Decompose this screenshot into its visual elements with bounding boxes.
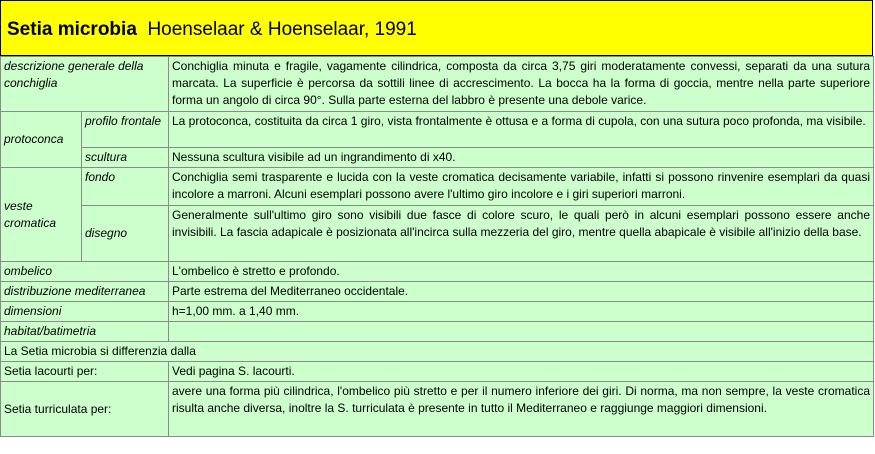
label-distribuzione: distribuzione mediterranea xyxy=(1,282,169,302)
page-title xyxy=(7,19,417,41)
label-scultura: scultura xyxy=(82,148,169,168)
table-row xyxy=(1,282,874,302)
table-row xyxy=(1,168,874,206)
table-row xyxy=(1,112,874,148)
table-row xyxy=(1,148,874,168)
table-row xyxy=(1,206,874,262)
label-disegno: disegno xyxy=(82,206,169,262)
value-ombelico: L'ombelico è stretto e profondo. xyxy=(169,262,874,282)
table-row xyxy=(1,57,874,112)
value-habitat xyxy=(169,322,874,342)
value-disegno: Generalmente sull'ultimo giro sono visibili due fasce di colore scuro, le quali però in alcuni esemplari possono essere anche invisibili. La fascia adapicale è posizionata all'incirca sulla mezzeria del giro, mentre quella abapicale è visibile all'inizio della base. xyxy=(169,206,874,262)
table-row xyxy=(1,262,874,282)
value-setia-turriculata: avere una forma più cilindrica, l'ombelico più stretto e per il numero inferiore dei giri. Di norma, ma non sempre, la veste cromatica risulta anche diversa, inoltre la S. turriculata è presente in tutto il Mediterraneo e raggiunge maggiori dimensioni. xyxy=(169,382,874,437)
label-descrizione: descrizione generale della conchiglia xyxy=(1,57,169,112)
value-distribuzione: Parte estrema del Mediterraneo occidentale. xyxy=(169,282,874,302)
value-setia-lacourti: Vedi pagina S. lacourti. xyxy=(169,362,874,382)
table-row xyxy=(1,302,874,322)
value-dimensioni: h=1,00 mm. a 1,40 mm. xyxy=(169,302,874,322)
label-setia-turriculata: Setia turriculata per: xyxy=(1,382,169,437)
table-row xyxy=(1,362,874,382)
label-veste-cromatica: veste cromatica xyxy=(1,168,82,262)
label-ombelico: ombelico xyxy=(1,262,169,282)
table-row xyxy=(1,322,874,342)
species-table xyxy=(0,56,874,437)
species-name: Setia microbia xyxy=(7,19,137,40)
label-fondo: fondo xyxy=(82,168,169,206)
label-profilo-frontale: profilo frontale xyxy=(82,112,169,148)
value-scultura: Nessuna scultura visibile ad un ingrandimento di x40. xyxy=(169,148,874,168)
label-dimensioni: dimensioni xyxy=(1,302,169,322)
species-author: Hoenselaar & Hoenselaar, 1991 xyxy=(147,19,417,40)
title-bar xyxy=(0,0,873,56)
value-fondo: Conchiglia semi trasparente e lucida con la veste cromatica decisamente variabile, infatti si possono rinvenire esemplari da quasi incolore a marroni. Alcuni esemplari possono avere l'ultimo giro incolore e i giri superiori marroni. xyxy=(169,168,874,206)
value-profilo-frontale: La protoconca, costituita da circa 1 giro, vista frontalmente è ottusa e a forma di cupola, con una sutura poco profonda, ma visibile. xyxy=(169,112,874,148)
differenzia-heading: La Setia microbia si differenzia dalla xyxy=(1,342,874,362)
table-row xyxy=(1,342,874,362)
value-descrizione: Conchiglia minuta e fragile, vagamente cilindrica, composta da circa 3,75 giri moderatamente convessi, separati da una sutura marcata. La superficie è percorsa da sottili linee di accrescimento. La bocca ha la forma di goccia, mentre nella parte superiore forma un angolo di circa 90°. Sulla parte esterna del labbro è presente una debole varice. xyxy=(169,57,874,112)
label-protoconca: protoconca xyxy=(1,112,82,168)
label-habitat: habitat/batimetria xyxy=(1,322,169,342)
table-row xyxy=(1,382,874,437)
label-setia-lacourti: Setia lacourti per: xyxy=(1,362,169,382)
